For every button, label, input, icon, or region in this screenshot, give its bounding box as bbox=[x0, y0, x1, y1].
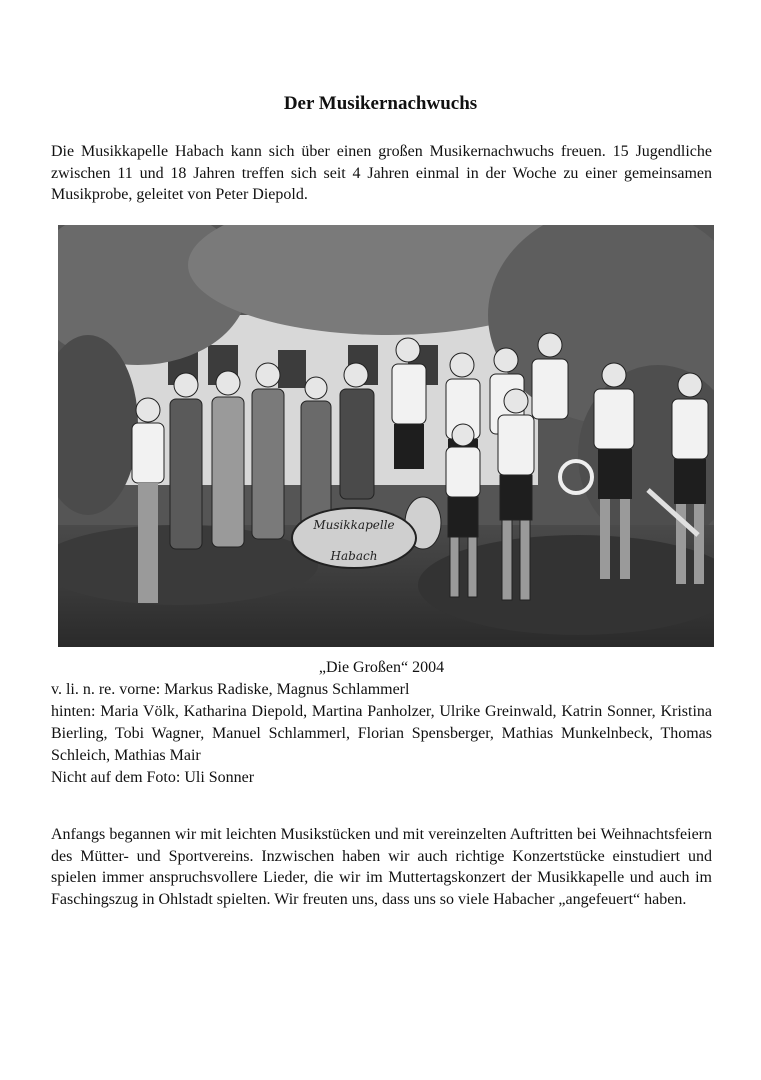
sign-text-top: Musikkapelle bbox=[313, 518, 395, 532]
group-photo-illustration bbox=[58, 225, 714, 647]
caption-front-row: v. li. n. re. vorne: Markus Radiske, Magnus Schlammerl bbox=[51, 681, 410, 698]
photo-caption bbox=[51, 657, 712, 789]
caption-absent: Nicht auf dem Foto: Uli Sonner bbox=[51, 769, 255, 786]
caption-back-row: hinten: Maria Völk, Katharina Diepold, Martina Panholzer, Ulrike Greinwald, Katrin Sonner, Kristina Bierling, Tobi Wagner, Manuel Schlammerl, Florian Spensberger, Mathias Munkelnbeck, Thomas Schleich, Mathias Mair bbox=[51, 703, 712, 764]
group-photo bbox=[58, 225, 714, 647]
sign-text-bottom: Habach bbox=[330, 549, 378, 563]
outro-paragraph: Anfangs begannen wir mit leichten Musikstücken und mit vereinzelten Auftritten bei Weihnachtsfeiern des Mütter- und Sportvereins. Inzwischen haben wir auch richtige Konzertstücke einstudiert und spielen immer anspruchsvollere Lieder, die wir im Muttertagskonzert der Musikkapelle und auch im Faschingszug in Ohlstadt spielten. Wir freuten uns, dass uns so viele Habacher „angefeuert“ haben. bbox=[51, 826, 712, 908]
intro-paragraph: Die Musikkapelle Habach kann sich über einen großen Musikernachwuchs freuen. 15 Jugendliche zwischen 11 und 18 Jahren treffen sich seit 4 Jahren einmal in der Woche zu einer gemeinsamen Musikprobe, geleitet von Peter Diepold. bbox=[51, 143, 712, 203]
caption-title: „Die Großen“ 2004 bbox=[318, 659, 445, 676]
page-title: Der Musikernachwuchs bbox=[283, 93, 478, 114]
